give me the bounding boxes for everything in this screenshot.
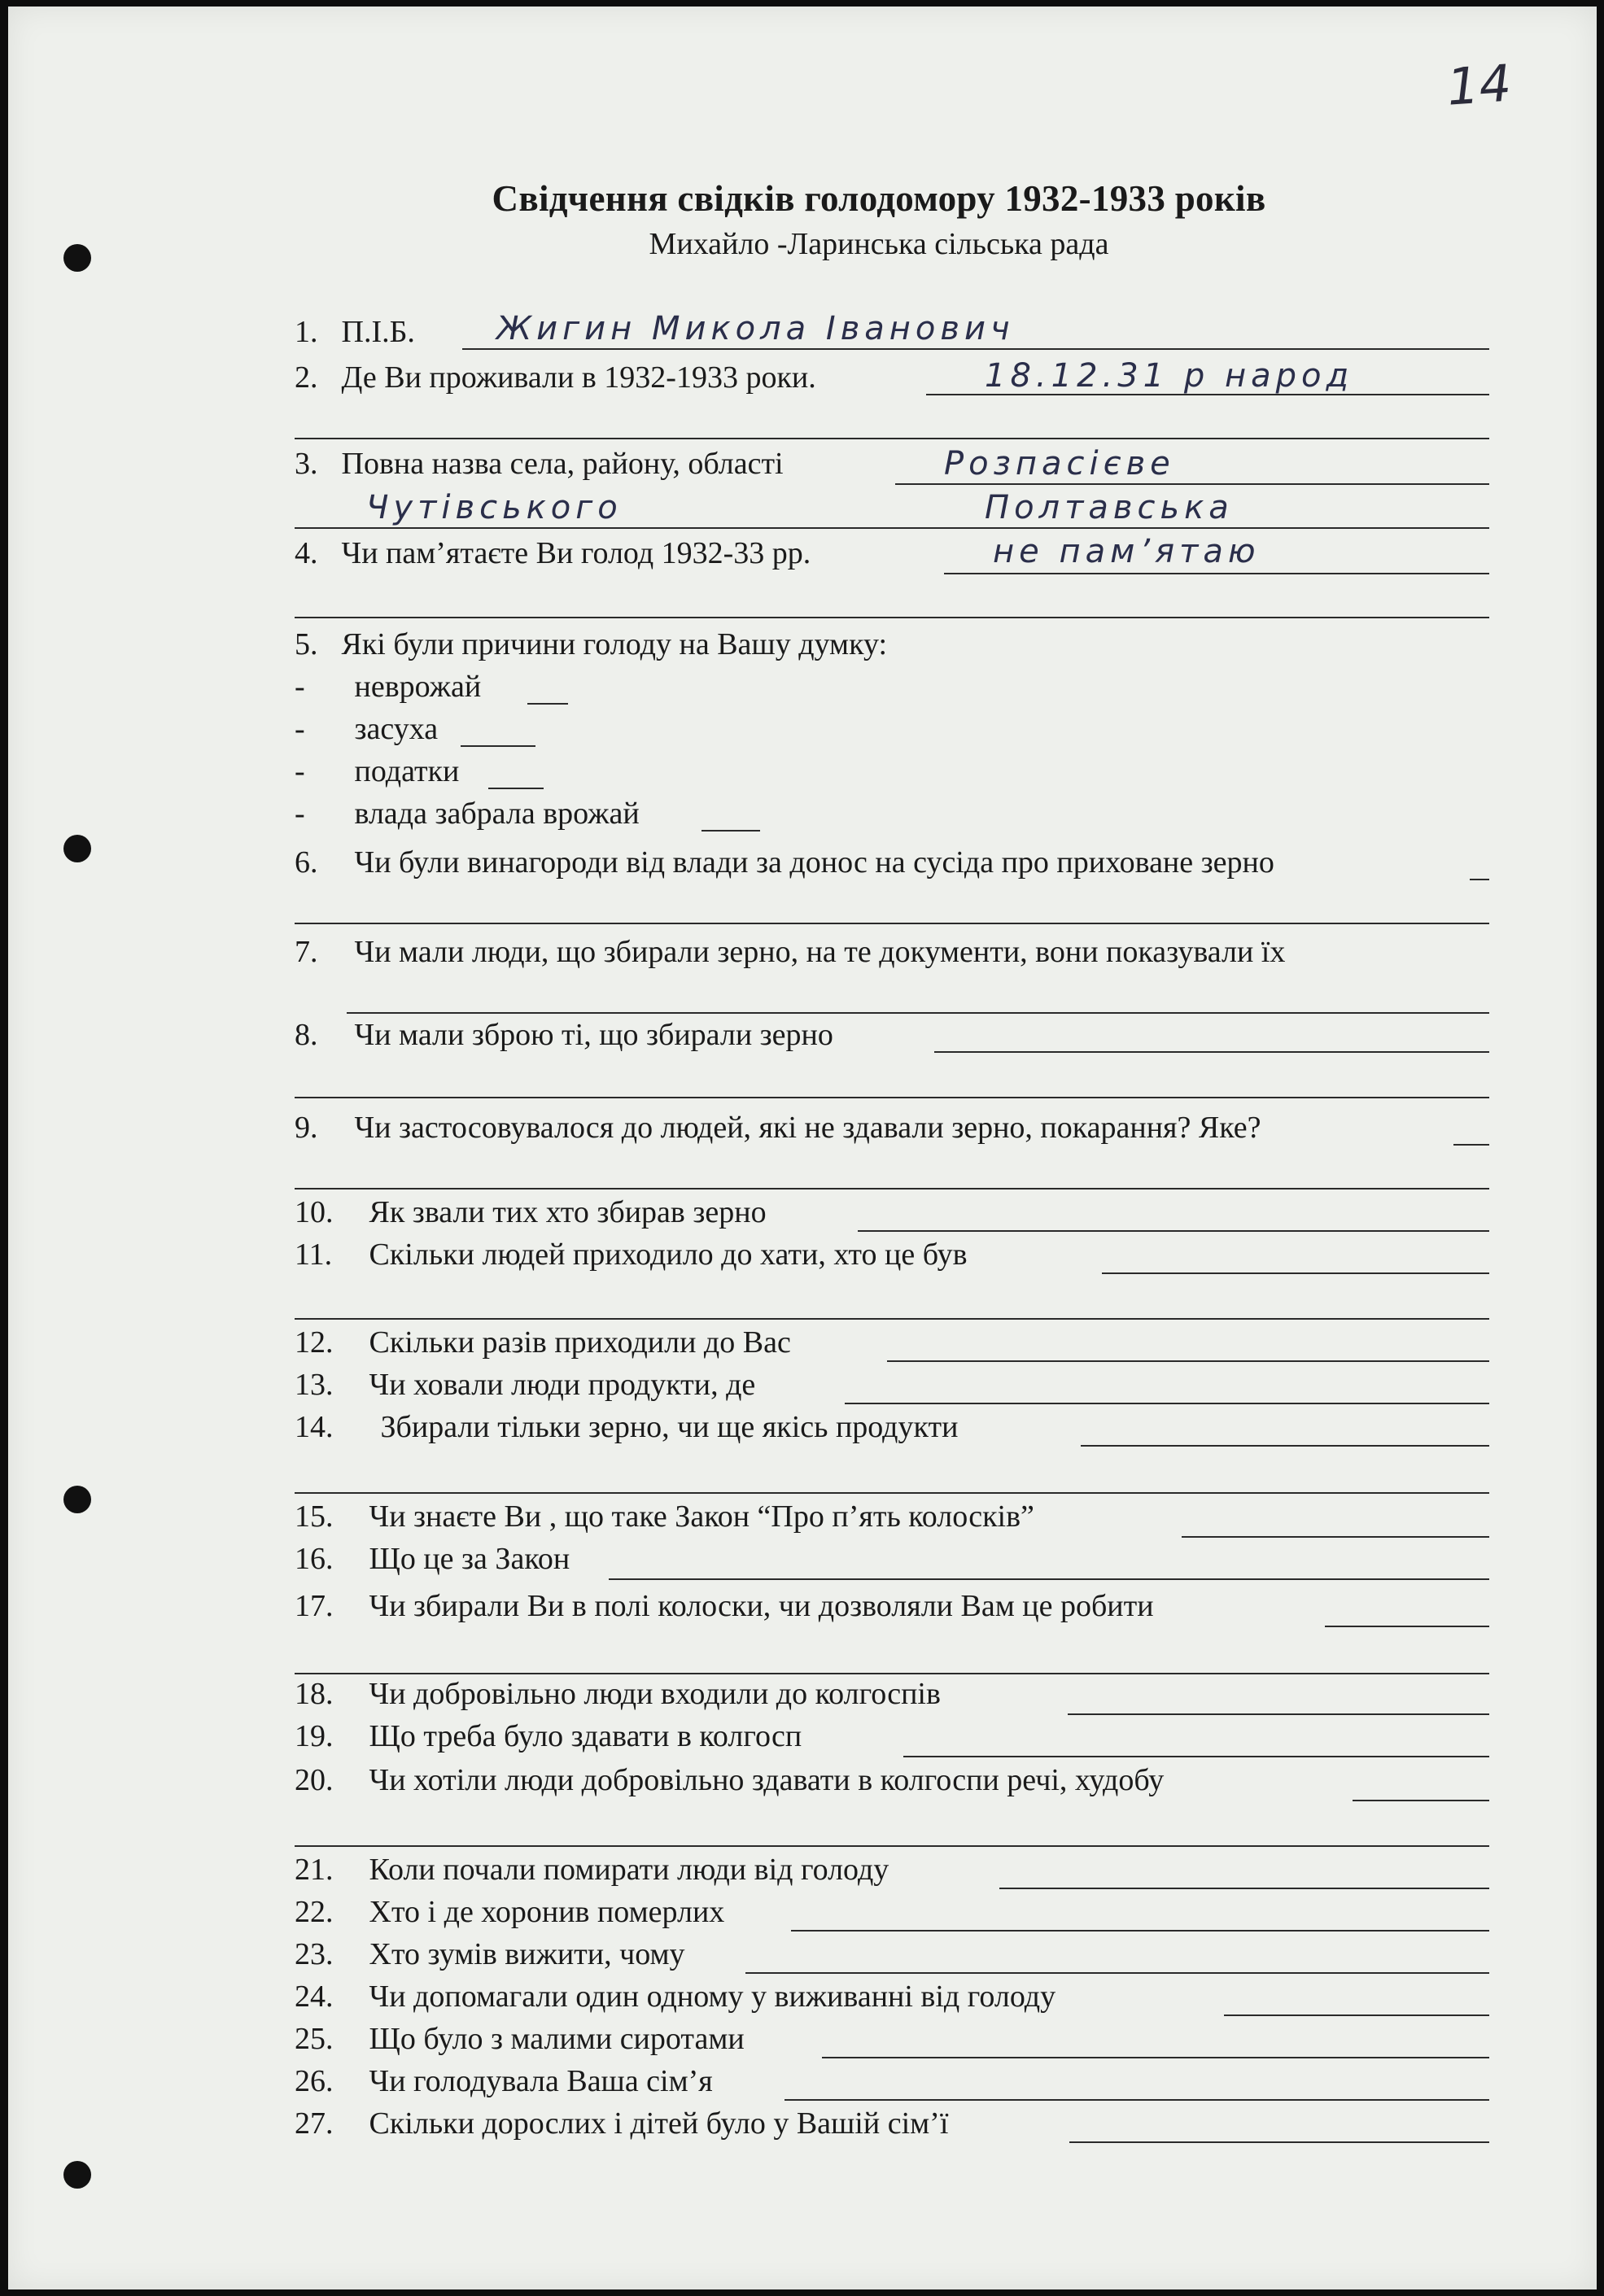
question-8 (295, 1017, 833, 1053)
question-27 (295, 2106, 948, 2141)
question-text: Що це за Закон (369, 1542, 570, 1576)
answer-line-27[interactable] (1069, 2141, 1489, 2143)
answer-line-19[interactable] (903, 1756, 1489, 1757)
question-text: Чи пам’ятаєте Ви голод 1932-33 рр. (341, 536, 811, 570)
handwritten-remember: не пам’ятаю (993, 533, 1261, 570)
question-number: 10. (295, 1195, 334, 1229)
question-6 (295, 845, 1274, 880)
question-text: Що треба було здавати в колгосп (369, 1719, 802, 1753)
question-text: П.І.Б. (341, 315, 415, 349)
question-number: 23. (295, 1937, 334, 1971)
answer-line-15[interactable] (1182, 1536, 1489, 1538)
answer-line-11[interactable] (1102, 1272, 1489, 1274)
punch-hole-2 (63, 835, 91, 862)
question-number: 4. (295, 536, 318, 570)
question-number: 26. (295, 2064, 334, 2098)
option-text: податки (354, 754, 460, 788)
question-12 (295, 1325, 791, 1360)
question-21 (295, 1852, 889, 1888)
question-number: 18. (295, 1677, 334, 1711)
question-text: Коли почали помирати люди від голоду (369, 1853, 889, 1887)
answer-line-3b[interactable] (295, 527, 1489, 529)
question-number: 7. (295, 935, 318, 969)
question-5 (295, 626, 887, 662)
answer-line-4[interactable] (944, 573, 1489, 574)
question-text: Скільки людей приходило до хати, хто це був (369, 1237, 968, 1272)
question-text: Чи ховали люди продукти, де (369, 1368, 756, 1402)
question-3 (295, 446, 784, 482)
option-text: засуха (354, 712, 439, 746)
question-number: 14. (295, 1410, 334, 1444)
question-number: 1. (295, 315, 318, 349)
question-9 (295, 1110, 1261, 1146)
question-text: Де Ви проживали в 1932-1933 роки. (341, 360, 816, 395)
answer-line-3[interactable] (895, 483, 1489, 485)
answer-line-14[interactable] (1081, 1445, 1489, 1447)
cause-option-2 (295, 711, 438, 747)
question-4 (295, 535, 811, 571)
answer-line-11b[interactable] (295, 1318, 1489, 1320)
cause-option-3 (295, 753, 459, 789)
question-number: 5. (295, 627, 318, 661)
question-text: Чи допомагали один одному у виживанні від голоду (369, 1980, 1056, 2014)
question-number: 25. (295, 2022, 334, 2056)
bullet-dash: - (295, 797, 305, 831)
answer-line-13[interactable] (845, 1403, 1489, 1404)
answer-line-6b[interactable] (295, 923, 1489, 924)
question-text: Чи голодувала Ваша сім’я (369, 2064, 713, 2098)
question-2 (295, 360, 816, 395)
question-text: Чи були винагороди від влади за донос на сусіда про приховане зерно (354, 845, 1274, 880)
answer-line-26[interactable] (785, 2099, 1489, 2101)
question-number: 24. (295, 1980, 334, 2014)
question-1 (295, 314, 415, 350)
handwritten-name: Жигин Микола Іванович (496, 310, 1015, 347)
question-text: Що було з малими сиротами (369, 2022, 745, 2056)
cause-option-1 (295, 669, 481, 705)
question-number: 8. (295, 1018, 318, 1052)
question-number: 15. (295, 1499, 334, 1534)
question-text: Збирали тільки зерно, чи ще якісь продукти (380, 1410, 959, 1444)
answer-line-9[interactable] (1453, 1144, 1489, 1146)
answer-line-9b[interactable] (295, 1188, 1489, 1189)
answer-line-17[interactable] (1325, 1626, 1489, 1627)
handwritten-residence: 18.12.31 р народ (985, 357, 1354, 395)
question-text: Чи хотіли люди добровільно здавати в колгоспи речі, худобу (369, 1763, 1165, 1797)
question-number: 22. (295, 1895, 334, 1929)
answer-line-25[interactable] (822, 2057, 1489, 2058)
question-7 (295, 934, 1285, 970)
document-subtitle: Михайло -Ларинська сільська рада (649, 227, 1109, 261)
question-number: 20. (295, 1763, 334, 1797)
question-number: 2. (295, 360, 318, 395)
question-text: Чи збирали Ви в полі колоски, чи дозволяли Вам це робити (369, 1589, 1154, 1623)
question-text: Повна назва села, району, області (341, 447, 784, 481)
question-23 (295, 1936, 685, 1972)
question-text: Чи мали люди, що збирали зерно, на те документи, вони показували їх (354, 935, 1286, 969)
answer-line-23[interactable] (745, 1972, 1489, 1974)
question-17 (295, 1588, 1154, 1624)
question-14 (295, 1409, 958, 1445)
question-number: 13. (295, 1368, 334, 1402)
question-number: 21. (295, 1853, 334, 1887)
question-text: Скільки дорослих і дітей було у Вашій сім’ї (369, 2106, 949, 2141)
question-text: Чи знаєте Ви , що таке Закон “Про п’ять колосків” (369, 1499, 1034, 1534)
question-10 (295, 1194, 767, 1230)
answer-line-18[interactable] (1068, 1713, 1489, 1715)
answer-line-2b[interactable] (295, 438, 1489, 439)
answer-line-20[interactable] (1353, 1800, 1489, 1801)
answer-line-6[interactable] (1470, 879, 1489, 880)
answer-line-10[interactable] (858, 1230, 1489, 1232)
question-number: 17. (295, 1589, 334, 1623)
answer-line-22[interactable] (791, 1930, 1489, 1932)
question-24 (295, 1979, 1055, 2014)
question-text: Хто і де хоронив померлих (369, 1895, 725, 1929)
answer-line-5c[interactable] (488, 788, 544, 789)
handwritten-village: Розпасієве (944, 445, 1175, 482)
document-sheet (8, 7, 1597, 2289)
cause-option-4 (295, 796, 640, 832)
handwritten-region: Полтавська (985, 489, 1234, 526)
answer-line-21[interactable] (999, 1888, 1489, 1889)
question-number: 16. (295, 1542, 334, 1576)
question-number: 12. (295, 1325, 334, 1360)
answer-line-20b[interactable] (295, 1845, 1489, 1847)
question-25 (295, 2021, 745, 2057)
answer-line-5b[interactable] (461, 745, 535, 747)
answer-line-5d[interactable] (701, 830, 760, 832)
punch-hole-3 (63, 1486, 91, 1513)
bullet-dash: - (295, 754, 305, 788)
question-15 (295, 1499, 1034, 1534)
answer-line-14b[interactable] (295, 1492, 1489, 1494)
question-16 (295, 1541, 570, 1577)
question-text: Чи застосовувалося до людей, які не здавали зерно, покарання? Яке? (354, 1111, 1261, 1145)
answer-line-24[interactable] (1224, 2014, 1489, 2016)
answer-line-16[interactable] (609, 1578, 1489, 1580)
question-11 (295, 1237, 968, 1272)
question-text: Як звали тих хто збирав зерно (369, 1195, 767, 1229)
bullet-dash: - (295, 712, 305, 746)
option-text: неврожай (354, 670, 482, 704)
question-text: Які були причини голоду на Вашу думку: (341, 627, 888, 661)
answer-line-5a[interactable] (527, 703, 568, 705)
question-number: 6. (295, 845, 318, 880)
answer-line-12[interactable] (887, 1360, 1489, 1362)
question-text: Хто зумів вижити, чому (369, 1937, 685, 1971)
question-number: 3. (295, 447, 318, 481)
question-text: Скільки разів приходили до Вас (369, 1325, 791, 1360)
question-text: Чи добровільно люди входили до колгоспів (369, 1677, 941, 1711)
answer-line-1[interactable] (462, 348, 1489, 350)
question-13 (295, 1367, 755, 1403)
question-20 (295, 1762, 1164, 1798)
bullet-dash: - (295, 670, 305, 704)
handwritten-district: Чутівського (366, 489, 623, 526)
answer-line-7[interactable] (347, 1012, 1489, 1014)
option-text: влада забрала врожай (354, 797, 640, 831)
question-26 (295, 2063, 713, 2099)
question-number: 9. (295, 1111, 318, 1145)
answer-line-8b[interactable] (295, 1097, 1489, 1098)
question-text: Чи мали зброю ті, що збирали зерно (354, 1018, 833, 1052)
answer-line-8[interactable] (934, 1051, 1489, 1053)
question-number: 11. (295, 1237, 333, 1272)
punch-hole-4 (63, 2161, 91, 2189)
question-number: 19. (295, 1719, 334, 1753)
document-title: Свідчення свідків голодомору 1932-1933 років (492, 178, 1266, 219)
page-number: 14 (1444, 53, 1514, 117)
answer-line-4b[interactable] (295, 617, 1489, 618)
question-22 (295, 1894, 724, 1930)
question-19 (295, 1718, 802, 1754)
question-number: 27. (295, 2106, 334, 2141)
question-18 (295, 1676, 941, 1712)
answer-line-17b[interactable] (295, 1673, 1489, 1674)
